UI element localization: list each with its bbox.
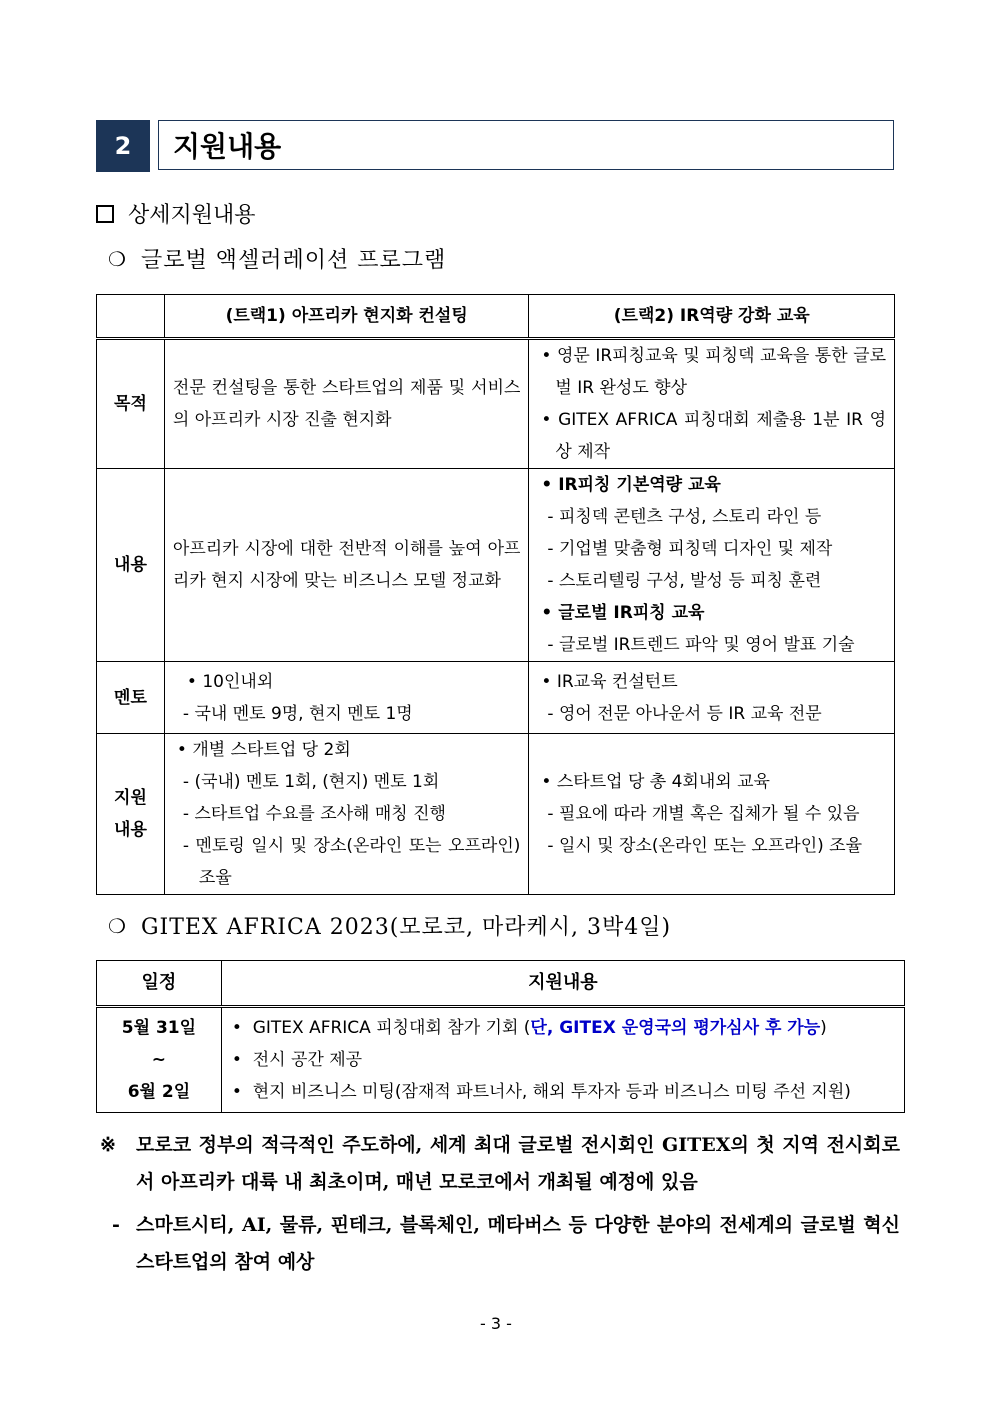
detail-heading-text: 상세지원내용 — [128, 203, 256, 228]
table-row — [97, 469, 895, 662]
table-row — [97, 662, 895, 734]
row-label-purpose: 목적 — [97, 339, 165, 469]
mentor-track2 — [529, 662, 895, 734]
list-item: - 스타트업 수요를 조사해 매칭 진행 — [182, 804, 446, 824]
list-item: - 기업별 맞춤형 피칭덱 디자인 및 제작 — [547, 539, 833, 559]
list-item: • 전시 공간 제공 — [231, 1050, 363, 1070]
section-title — [158, 120, 894, 170]
list-item: - 멘토링 일시 및 장소(온라인 또는 오프라인) 조율 — [182, 836, 521, 888]
note-text: 스마트시티, AI, 물류, 핀테크, 블록체인, 메타버스 등 다양한 분야의 전세계의 글로벌 혁신 스타트업의 참여 예상 — [136, 1214, 900, 1273]
list-item: • IR피칭 기본역량 교육 — [541, 475, 721, 495]
highlight-note: 단, GITEX 운영국의 평가심사 후 가능 — [530, 1018, 821, 1038]
section-title-text: 지원내용 — [173, 130, 282, 163]
list-item: - 국내 멘토 9명, 현지 멘토 1명 — [182, 703, 413, 724]
list-item: • 영문 IR피칭교육 및 피칭덱 교육을 통한 글로벌 IR 완성도 향상 — [541, 346, 886, 398]
table-header-schedule: 일정 — [97, 961, 222, 1007]
note-reference — [100, 1127, 900, 1201]
detail-heading — [96, 198, 256, 229]
support-track2 — [529, 734, 895, 895]
list-item: • 현지 비즈니스 미팅(잠재적 파트너사, 해외 투자자 등과 비즈니스 미팅 주선 지원) — [231, 1082, 851, 1102]
support-cell — [221, 1007, 904, 1113]
list-item: • GITEX AFRICA 피칭대회 참가 기회 (단, GITEX 운영국의 평가심사 후 가능) — [231, 1018, 827, 1038]
list-item: • 글로벌 IR피칭 교육 — [541, 603, 705, 623]
table-row — [97, 734, 895, 895]
list-item: • GITEX AFRICA 피칭대회 제출용 1분 IR 영상 제작 — [541, 410, 886, 462]
reference-mark-icon: ※ — [100, 1134, 116, 1156]
list-item: - 피칭덱 콘텐츠 구성, 스토리 라인 등 — [547, 507, 822, 527]
note-text: 모로코 정부의 적극적인 주도하에, 세계 최대 글로벌 전시회인 GITEX의 첫 지역 전시회로서 아프리카 대륙 내 최초이며, 매년 모로코에서 개최될 예정에 있음 — [136, 1134, 900, 1193]
note-dash — [112, 1207, 900, 1281]
date-start: 5월 31일 — [121, 1018, 197, 1038]
table-header-row — [97, 295, 895, 339]
circle-bullet-icon: ❍ — [108, 246, 127, 271]
list-item: - 영어 전문 아나운서 등 IR 교육 전문 — [547, 703, 822, 724]
list-item: - 일시 및 장소(온라인 또는 오프라인) 조율 — [547, 836, 863, 856]
purpose-track1: 전문 컨설팅을 통한 스타트업의 제품 및 서비스의 아프리카 시장 진출 현지화 — [164, 339, 529, 469]
table-row — [97, 1007, 905, 1113]
date-separator: ~ — [151, 1050, 167, 1070]
program2-title: GITEX AFRICA 2023(모로코, 마라케시, 3박4일) — [140, 915, 672, 940]
list-item: • 스타트업 당 총 4회내외 교육 — [541, 772, 770, 792]
content-track2 — [529, 469, 895, 662]
list-item: • 10인내외 — [186, 671, 274, 692]
program2-heading — [108, 910, 671, 941]
purpose-track2 — [529, 339, 895, 469]
date-end: 6월 2일 — [127, 1082, 191, 1102]
list-item: • IR교육 컨설턴트 — [541, 671, 678, 692]
schedule-cell — [97, 1007, 222, 1113]
support-track1 — [164, 734, 529, 895]
dash-mark: - — [112, 1214, 120, 1236]
list-item: - 필요에 따라 개별 혹은 집체가 될 수 있음 — [547, 804, 860, 824]
program2-table — [96, 960, 905, 1113]
mentor-track1 — [164, 662, 529, 734]
table-header-track2: (트랙2) IR역량 강화 교육 — [529, 295, 895, 339]
table-header-empty — [97, 295, 165, 339]
circle-bullet-icon: ❍ — [108, 913, 127, 938]
list-item: - 글로벌 IR트렌드 파악 및 영어 발표 기술 — [547, 635, 855, 655]
table-row — [97, 339, 895, 469]
table-header-track1: (트랙1) 아프리카 현지화 컨설팅 — [164, 295, 529, 339]
row-label-content: 내용 — [97, 469, 165, 662]
checkbox-square-icon — [96, 205, 114, 223]
program1-table — [96, 294, 895, 895]
table-header-row — [97, 961, 905, 1007]
list-item: - (국내) 멘토 1회, (현지) 멘토 1회 — [182, 772, 440, 792]
row-label-mentor: 멘토 — [97, 662, 165, 734]
list-item: - 스토리텔링 구성, 발성 등 피칭 훈련 — [547, 571, 822, 591]
row-label-support: 지원 내용 — [97, 734, 165, 895]
list-item: • 개별 스타트업 당 2회 — [176, 740, 351, 760]
program1-heading — [108, 243, 446, 274]
section-number: 2 — [96, 120, 150, 172]
content-track1: 아프리카 시장에 대한 전반적 이해를 높여 아프리카 현지 시장에 맞는 비즈니스 모델 정교화 — [164, 469, 529, 662]
page-number: - 3 - — [480, 1314, 512, 1333]
program1-title: 글로벌 액셀러레이션 프로그램 — [140, 248, 447, 273]
table-header-support: 지원내용 — [221, 961, 904, 1007]
